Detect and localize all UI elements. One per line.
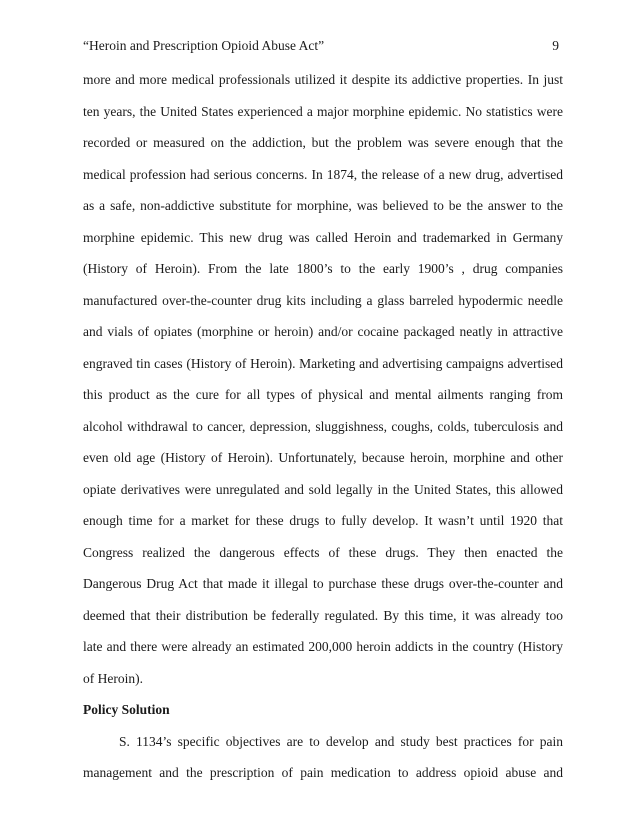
body-line: even old age (History of Heroin). Unfortunately, because heroin, morphine and other [83,450,563,465]
body-line: management and the prescription of pain medication to address opioid abuse and [83,765,563,780]
body-line: more and more medical professionals utilized it despite its addictive properties. In just [83,72,563,87]
running-head [83,36,559,56]
body-line: ten years, the United States experienced a major morphine epidemic. No statistics were [83,103,563,119]
body-line: manufactured over-the-counter drug kits including a glass barreled hypodermic needle [83,292,563,308]
body-line: medical profession had serious concerns. In 1874, the release of a new drug, advertised [83,166,563,182]
page-number: 9 [552,38,559,53]
section-heading: Policy Solution [83,702,170,717]
body-line: enough time for a market for these drugs to fully develop. It wasn’t until 1920 that [83,513,563,528]
body-line: Congress realized the dangerous effects of these drugs. They then enacted the [83,544,563,560]
body-line: opiate derivatives were unregulated and sold legally in the United States, this allowed [83,481,563,497]
body-line: of Heroin). [83,670,143,686]
body-line: Dangerous Drug Act that made it illegal to purchase these drugs over-the-counter and [83,576,563,591]
body-text [83,70,563,795]
body-line: engraved tin cases (History of Heroin). Marketing and advertising campaigns advertised [83,355,563,371]
body-line: recorded or measured on the addiction, but the problem was severe enough that the [83,135,563,150]
body-line: morphine epidemic. This new drug was called Heroin and trademarked in Germany [83,229,563,245]
body-line: this product as the cure for all types of physical and mental ailments ranging from [83,387,563,402]
body-line: alcohol withdrawal to cancer, depression, sluggishness, coughs, colds, tuberculosis and [83,418,563,434]
body-line: late and there were already an estimated 200,000 heroin addicts in the country (History [83,639,563,654]
body-line: and vials of opiates (morphine or heroin) and/or cocaine packaged neatly in attractive [83,324,563,339]
body-line: as a safe, non-addictive substitute for morphine, was believed to be the answer to the [83,198,563,213]
running-title: “Heroin and Prescription Opioid Abuse Act” [83,38,325,53]
body-line: (History of Heroin). From the late 1800’s to the early 1900’s , drug companies [83,261,563,276]
body-line: deemed that their distribution be federally regulated. By this time, it was already too [83,607,563,623]
body-line: S. 1134’s specific objectives are to develop and study best practices for pain [119,733,563,749]
